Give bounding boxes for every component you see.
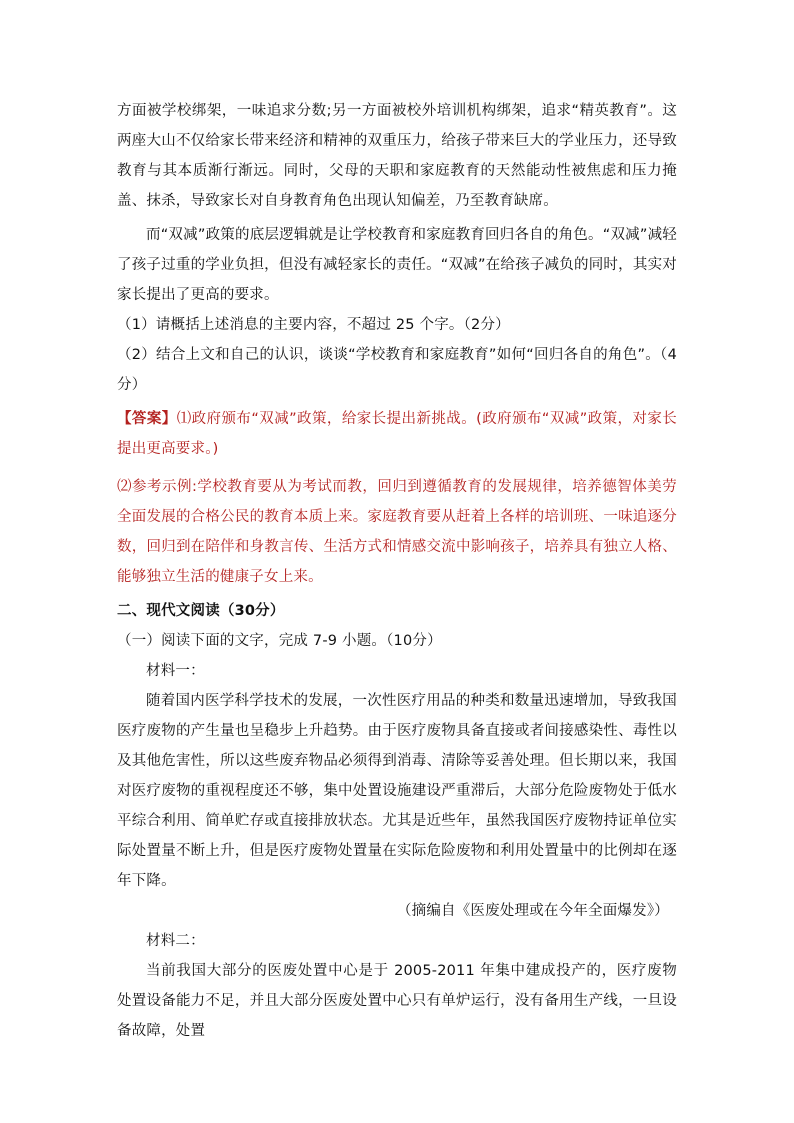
- material-2-label: 材料二：: [146, 933, 205, 949]
- material-1-source: （摘编自《医废处理或在今年全面爆发》）: [396, 903, 669, 919]
- paragraph-double-reduction: 而“双减”政策的底层逻辑就是让学校教育和家庭教育回归各自的角色。“双减”减轻了孩子过重的学业负担，但没有减轻家长的责任。“双减”在给孩子减负的同时，其实对家长提出了更高的要求。: [117, 227, 677, 303]
- material-1-text: 随着国内医学科学技术的发展，一次性医疗用品的种类和数量迅速增加，导致我国医疗废物的产生量也呈稳步上升趋势。由于医疗废物具备直接或者间接感染性、毒性以及其他危害性，所以这些废弃物品必须得到消毒、清除等妥善处理。但长期以来，我国对医疗废物的重视程度还不够，集中处置设施建设严重滞后，大部分危险废物处于低水平综合利用、简单贮存或直接排放状态。尤其是近些年，虽然我国医疗废物持证单位实际处置量不断上升，但是医疗废物处置量在实际危险废物和利用处置量中的比例却在逐年下降。: [117, 693, 677, 889]
- section-title: 二、现代文阅读（30分）: [117, 603, 285, 619]
- material-2-text: 当前我国大部分的医废处置中心是于 2005-2011 年集中建成投产的，医疗废物处置设备能力不足，并且大部分医废处置中心只有单炉运行，没有备用生产线，一旦设备故障，处置: [117, 963, 677, 1039]
- document-page: [117, 96, 677, 1046]
- question-2: （2）结合上文和自己的认识，谈谈“学校教育和家庭教育”如何“回归各自的角色”。（4分）: [117, 347, 677, 393]
- answer-1: [117, 404, 677, 464]
- section-subtitle: （一）阅读下面的文字，完成 7-9 小题。（10分）: [117, 633, 442, 649]
- answer-1-text: ⑴政府颁布“双减”政策，给家长提出新挑战。(政府颁布“双减”政策，对家长提出更高要求。): [117, 411, 677, 457]
- question-1: （1）请概括上述消息的主要内容，不超过 25 个字。（2分）: [117, 317, 510, 333]
- answer-tag: 【答案】: [117, 411, 177, 427]
- answer-2: ⑵参考示例:学校教育要从为考试而教，回归到遵循教育的发展规律，培养德智体美劳全面发展的合格公民的教育本质上来。家庭教育要从赶着上各样的培训班、一味追逐分数，回归到在陪伴和身教言传、生活方式和情感交流中影响孩子，培养具有独立人格、能够独立生活的健康子女上来。: [117, 479, 677, 585]
- material-1-label: 材料一：: [146, 663, 205, 679]
- paragraph-intro-continued: 方面被学校绑架，一味追求分数;另一方面被校外培训机构绑架，追求“精英教育”。这两座大山不仅给家长带来经济和精神的双重压力，给孩子带来巨大的学业压力，还导致教育与其本质渐行渐远。同时，父母的天职和家庭教育的天然能动性被焦虑和压力掩盖、抹杀，导致家长对自身教育角色出现认知偏差，乃至教育缺席。: [117, 103, 677, 209]
